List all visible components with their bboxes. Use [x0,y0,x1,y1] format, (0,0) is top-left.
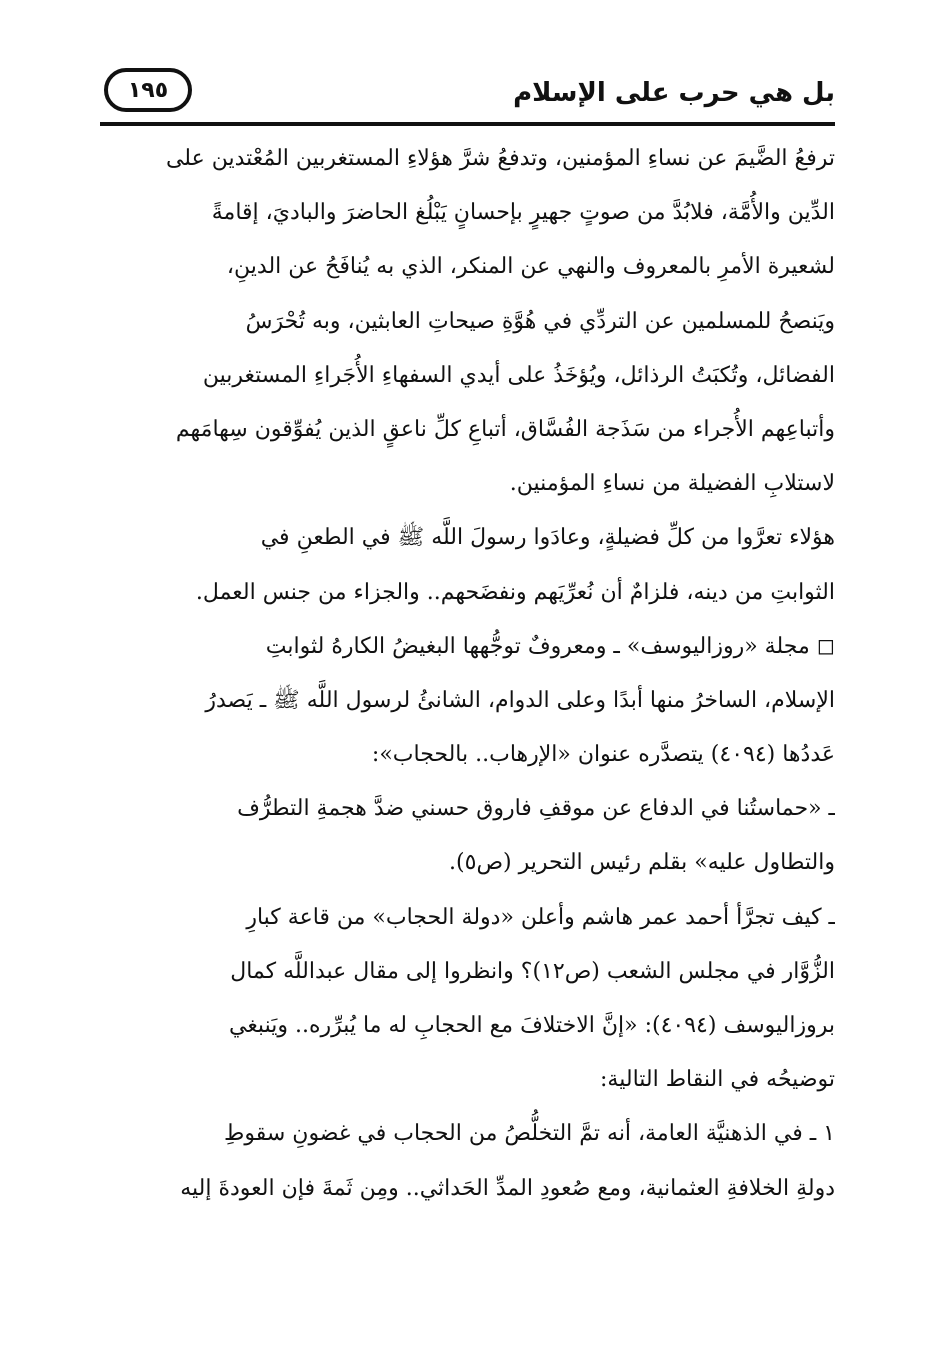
text-line: ـ كيف تجرَّأ أحمد عمر هاشم وأعلن «دولة الحجاب» من قاعة كبارِ [246,904,835,930]
header-rule [100,122,835,126]
text-line: هؤلاء تعرَّوا من كلِّ فضيلةٍ، وعادَوا رسولَ اللَّه ﷺ في الطعنِ في [260,525,835,551]
page-header [100,62,835,126]
text-line: ◻ مجلة «روزاليوسف» ـ ومعروفٌ توجُّهها البغيضُ الكارهُ لثوابتِ [265,633,835,659]
text-line: لاستلابِ الفضيلة من نساءِ المؤمنين. [509,471,835,497]
text-line: الإسلام، الساخرُ منها أبدًا وعلى الدوام، الشانئُ لرسول اللَّه ﷺ ـ يَصدرُ [205,687,835,713]
text-line: عَددُها (٤٠٩٤) يتصدَّره عنوان «الإرهاب.. بالحجاب»: [371,742,835,768]
text-line: توضيحُه في النقاط التالية: [600,1067,835,1093]
text-line: بروزاليوسف (٤٠٩٤): «إنَّ الاختلافَ مع الحجابِ له ما يُبرِّره.. ويَنبغي [228,1013,835,1038]
text-line: ١ ـ في الذهنيَّة العامة، أنه تمَّ التخلُّصُ من الحجاب في غضونِ سقوطِ [224,1121,835,1147]
text-line: ترفعُ الضَّيمَ عن نساءِ المؤمنين، وتدفعُ شرَّ هؤلاءِ المستغربين المُعْتدين على [165,146,835,171]
book-title: بل هي حرب على الإسلام [513,78,835,108]
text-line: والتطاول عليه» بقلم رئيس التحرير (ص٥). [449,850,835,876]
text-line: الفضائل، وتُكبَتُ الرذائل، ويُؤخَذُ على أيدي السفهاءِ الأُجَراءِ المستغربين [202,362,835,388]
text-line: ـ «حماستُنا في الدفاع عن موقفِ فاروق حسني ضدَّ هجمةِ التطرُّف [237,796,835,822]
text-line: الثوابتِ من دينه، فلزامٌ أن نُعرِّيَهم ونفضَحهم.. والجزاء من جنس العمل. [195,579,835,605]
text-line: لشعيرة الأمرِ بالمعروف والنهي عن المنكر، الذي به يُنافَحُ عن الدينِ، [226,254,835,280]
page-number: ١٩٥ [127,77,169,103]
text-line: الدِّين والأُمَّة، فلابُدَّ من صوتٍ جهيرٍ بإحسانٍ يَبْلُغ الحاضرَ والباديَ، إقامةً [211,200,835,226]
page-number-frame [104,68,192,112]
text-line: الزُّوَّار في مجلس الشعب (ص١٢)؟ وانظروا إلى مقال عبداللَّه كمال [230,958,835,984]
text-line: وأتباعِهم الأُجراء من سَذَجة الفُسَّاق، أتباعِ كلِّ ناعقٍ الذين يُفوِّقون سِهامَهم [175,416,835,442]
body-text [100,132,835,1216]
text-line: ويَنصحُ للمسلمين عن التردِّي في هُوَّةِ صيحاتِ العابثين، وبه تُحْرَسُ [245,308,835,334]
text-line: دولةِ الخلافةِ العثمانية، ومع صُعودِ المدِّ الحَداثي.. ومِن ثَمةَ فإن العودةَ إليه [180,1175,835,1201]
